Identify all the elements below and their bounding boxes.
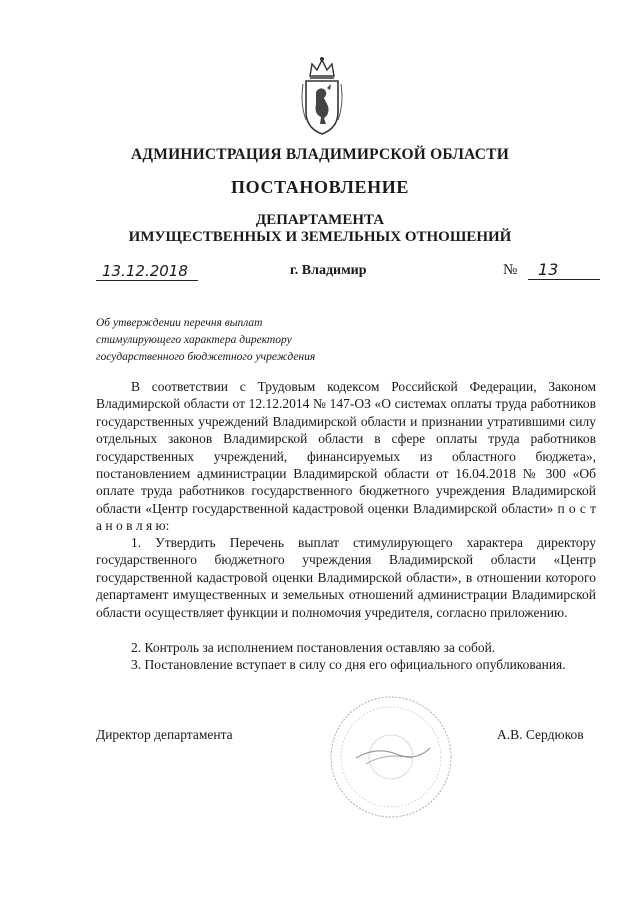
subject-line: государственного бюджетного учреждения <box>96 351 316 363</box>
item-1-paragraph: 1. Утвердить Перечень выплат стимулирующего характера директору государственного бюджетного учреждения Владимирской области «Центр государственной кадастровой оценки Владимирской области», в отношении которого департамент имущественных и земельных отношений администрации Владимирской области осуществляет функции и полномочия учредителя, согласно приложению. <box>96 535 596 620</box>
organization-name: АДМИНИСТРАЦИЯ ВЛАДИМИРСКОЙ ОБЛАСТИ <box>131 146 509 163</box>
coat-of-arms-icon <box>300 54 344 138</box>
item-3-paragraph: 3. Постановление вступает в силу со дня его официального опубликования. <box>131 657 566 672</box>
signatory-name: А.В. Сердюков <box>497 727 584 742</box>
department-line-2: ИМУЩЕСТВЕННЫХ И ЗЕМЕЛЬНЫХ ОТНОШЕНИЙ <box>128 229 512 245</box>
department-line-1: ДЕПАРТАМЕНТА <box>255 212 385 228</box>
subject-line: Об утверждении перечня выплат <box>96 317 263 329</box>
document-subject <box>96 315 315 366</box>
document-type: ПОСТАНОВЛЕНИЕ <box>231 177 409 197</box>
subject-line: стимулирующего характера директору <box>96 334 292 346</box>
item-2-paragraph: 2. Контроль за исполнением постановления оставляю за собой. <box>131 640 496 655</box>
document-number: 13 <box>528 260 600 280</box>
official-seal-icon <box>326 692 456 822</box>
document-date: 13.12.2018 <box>96 262 198 281</box>
signatory-title: Директор департамента <box>96 727 233 742</box>
document-number-label: № <box>503 262 518 278</box>
document-city: г. Владимир <box>290 263 367 278</box>
preamble-paragraph: В соответствии с Трудовым кодексом Российской Федерации, Законом Владимирской области от 12.12.2014 № 147-ОЗ «О системах оплаты труда работников государственных учреждений Владимирской области и признании утратившими силу отдельных законов Владимирской области в сфере оплаты труда работников государственных учреждений, финансируемых из областного бюджета», постановлением администрации Владимирской области от 16.04.2018 № 300 «Об оплате труда работников государственного бюджетного учреждения Владимирской области «Центр государственной кадастровой оценки Владимирской области» п о с т а н о в л я ю: <box>96 379 596 534</box>
